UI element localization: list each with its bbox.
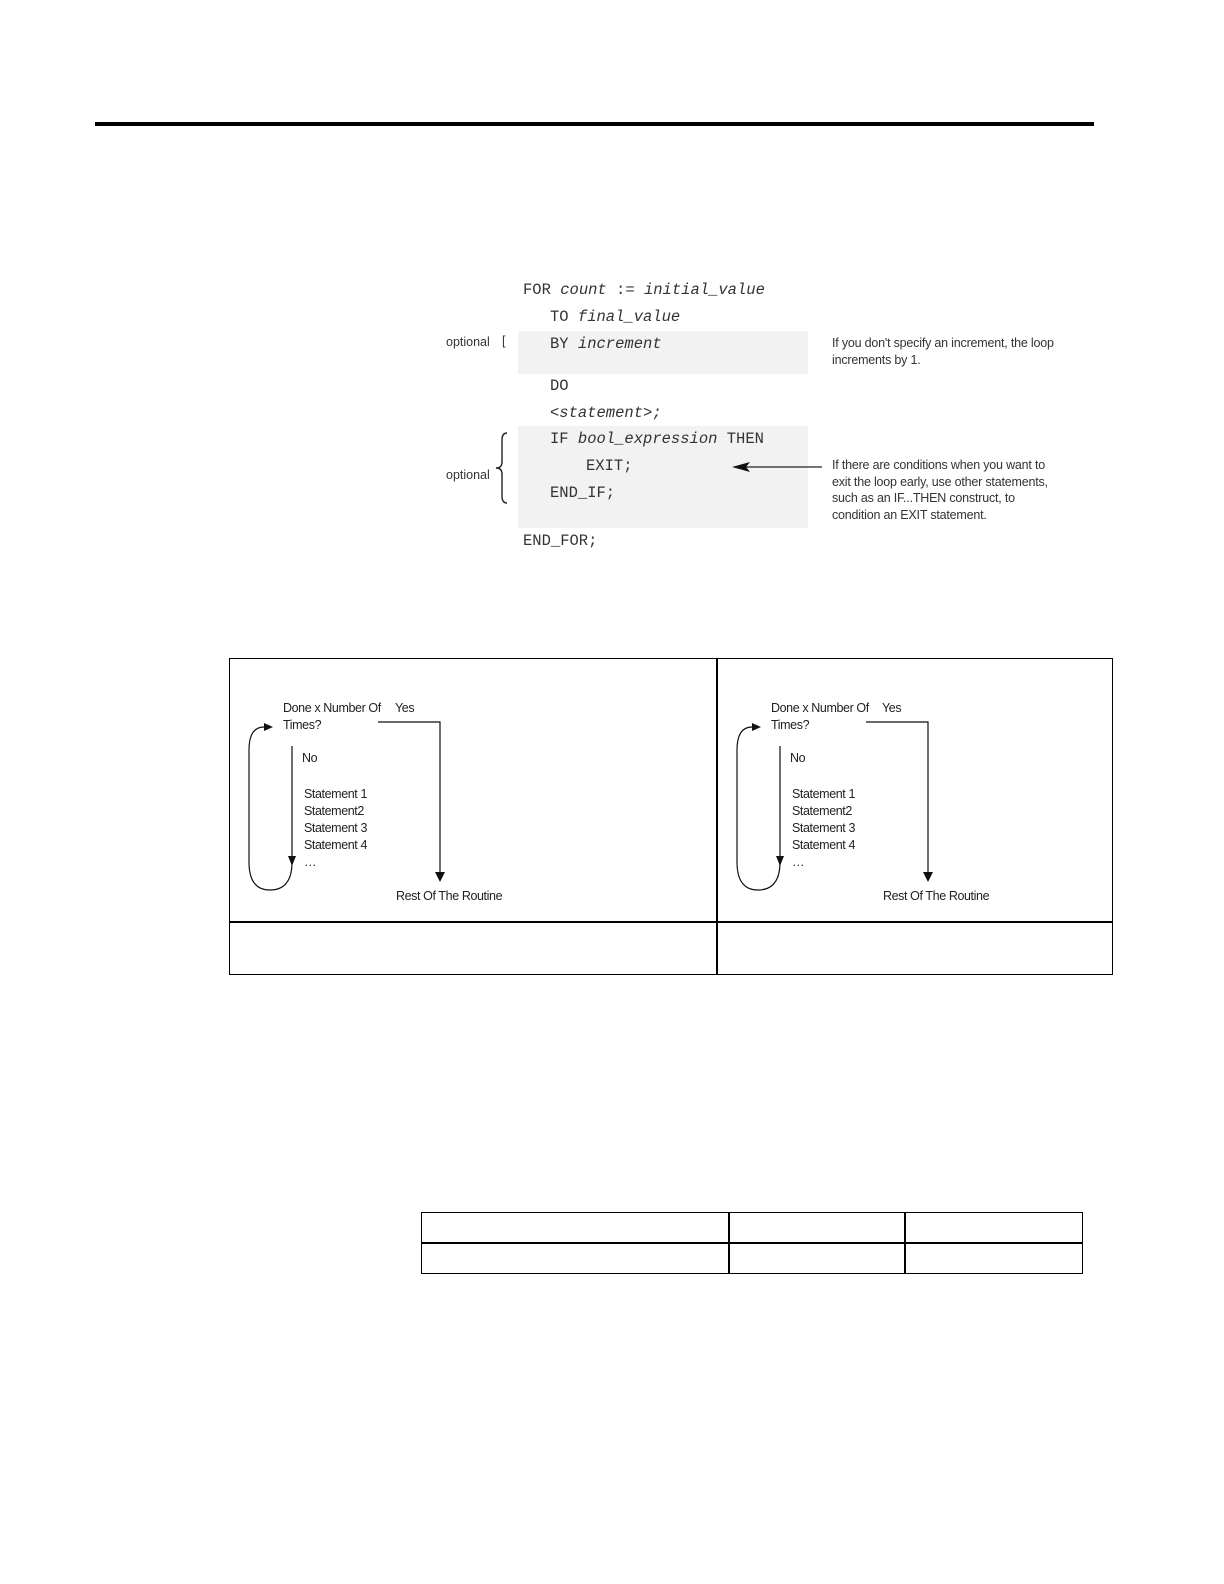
flowchart-table-divider	[716, 658, 718, 975]
flowchart-table-row-rule	[229, 921, 1113, 923]
note-exit: If there are conditions when you want to exit the loop early, use other statements, such as an IF...THEN construct, to condition an EXIT statement.	[832, 458, 1048, 522]
empty-table-row-rule	[421, 1242, 1083, 1244]
curly-brace-icon	[495, 432, 511, 506]
note-increment: If you don't specify an increment, the loop increments by 1.	[832, 336, 1054, 367]
code-line-if: IF bool_expression THEN	[550, 430, 764, 448]
optional-label-1: optional	[446, 335, 490, 349]
optional-label-2: optional	[446, 468, 490, 482]
statement-item: Statement 4	[304, 838, 368, 852]
empty-table-col-rule-2	[904, 1212, 906, 1274]
code-line-end-for: END_FOR;	[523, 532, 598, 550]
statement-item: Statement 3	[792, 821, 856, 835]
flowchart-no-label: No	[302, 751, 318, 765]
flowchart-rest-label: Rest Of The Routine	[396, 889, 503, 903]
flowchart-question: Done x Number Of Times?	[771, 701, 869, 732]
flowchart-question: Done x Number Of Times?	[283, 701, 381, 732]
flowchart-no-label: No	[790, 751, 806, 765]
statement-item: Statement 4	[792, 838, 856, 852]
optional-bracket-1: [	[502, 334, 506, 348]
left-arrow-icon	[730, 460, 825, 474]
statement-item: Statement 3	[304, 821, 368, 835]
flowchart-ellipsis: …	[792, 855, 805, 869]
flowchart-rest-label: Rest Of The Routine	[883, 889, 990, 903]
flowchart-yes-label: Yes	[882, 701, 902, 715]
code-line-for: FOR count := initial_value	[523, 281, 765, 299]
statement-item: Statement2	[304, 804, 364, 818]
code-line-end-if: END_IF;	[550, 484, 616, 502]
code-line-do: DO	[550, 377, 569, 395]
code-line-to: TO final_value	[550, 308, 681, 326]
flowchart-ellipsis: …	[304, 855, 317, 869]
flowchart-yes-label: Yes	[395, 701, 415, 715]
flowchart-arrows	[728, 700, 948, 900]
code-line-statement: <statement>;	[550, 404, 662, 422]
flowchart-arrows	[240, 700, 460, 900]
code-line-exit: EXIT;	[586, 457, 633, 475]
statement-item: Statement2	[792, 804, 852, 818]
header-rule	[95, 122, 1094, 126]
code-line-by: BY increment	[550, 335, 662, 353]
empty-table-col-rule-1	[728, 1212, 730, 1274]
statement-item: Statement 1	[792, 787, 856, 801]
statement-item: Statement 1	[304, 787, 368, 801]
